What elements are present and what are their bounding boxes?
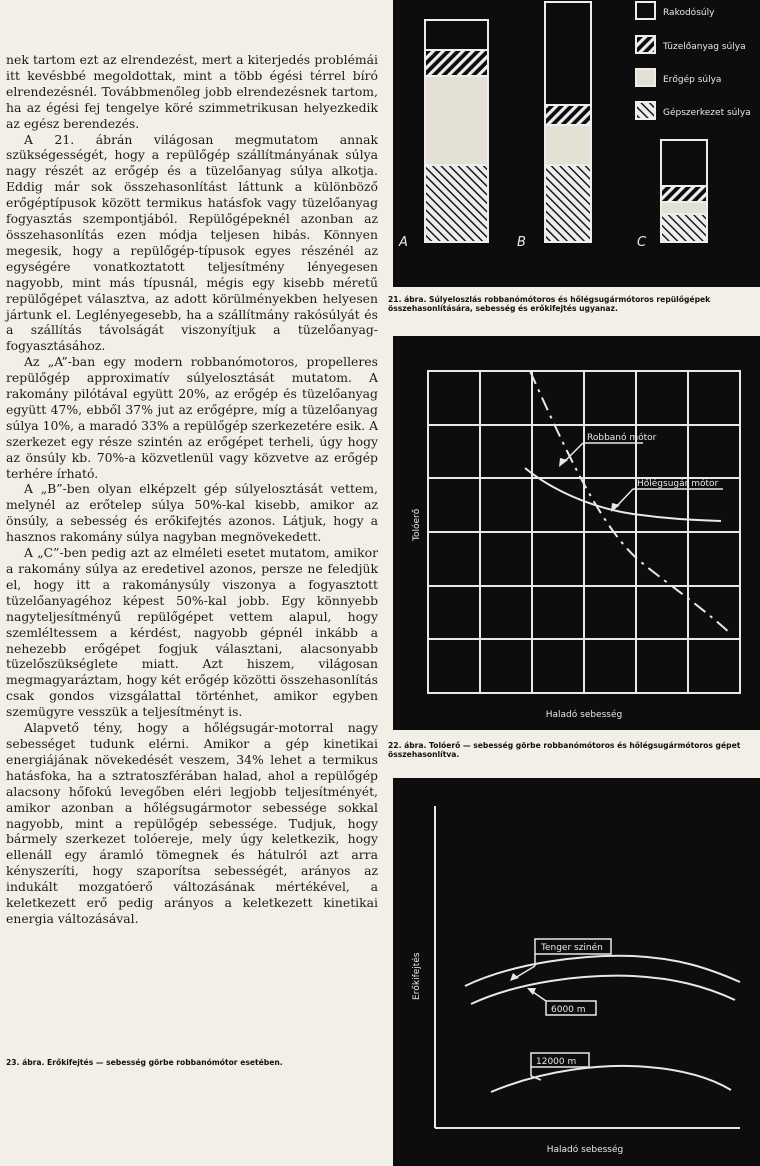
bar-B-engine (545, 125, 591, 165)
curve-label-sea: Tenger szinén (541, 943, 603, 953)
paragraph: Alapvető tény, hogy a hőlégsugár-motorral nagy sebességet tudunk elérni. Amikor a gép kinetikai energiájának növekedését veszem, 34% lehet a termikus hatásfoka, ha a sztratoszférában halad, ahol a repülőgép alacsony hőfokú levegőben eléri legjobb teljesítményét, amikor azonban a hőlégsugármotor sebessége sokkal nagyobb, mint a repülőgép sebessége. Tudjuk, hogy bármely szerkezet tolóereje, mely úgy keletkezik, hogy ellenáll egy áramló tömegnek és hátulról azt arra kényszeríti, hogy szaporítsa sebességét, arányos az indukált mozgatóerő változásának mértékével, a keletkezett erő pedig arányos a keletkezett kinetikai energia változásával. (6, 720, 378, 926)
article-body (6, 52, 378, 927)
paragraph: nek tartom ezt az elrendezést, mert a kiterjedés problémái itt kevésbbé megoldottak, mint a több égési térrel bíró elrendezésnél. Továbbmenőleg jobb elrendezésnek tartom, ha az égési fej tengelye köré szimmetrikusan helyezkedik az egész berendezés. (6, 52, 378, 131)
curve-label-piston: Robbanó mótor (587, 433, 657, 443)
fig22-chart (393, 336, 760, 730)
bar-A-structure (425, 165, 488, 242)
fig21-svg (393, 0, 760, 287)
curve-label-12000: 12000 m (536, 1057, 577, 1067)
legend-swatch-engine (636, 69, 655, 86)
fig23-caption: 23. ábra. Erőkifejtés — sebesség görbe robbanómótor esetében. (6, 1058, 283, 1067)
curve-label-6000: 6000 m (551, 1005, 586, 1015)
legend-swatch-structure (636, 102, 655, 119)
paragraph: A „C”-ben pedig azt az elméleti esetet mutatom, amikor a rakomány súlya az eredetivel azonos, persze ne feledjük el, hogy itt a rakománysúly viszonya a fogyasztott tüzelőanyagéhoz képest 50%-kal jobb. Egy könnyebb nagyteljesítményű repülőgépet vettem alapul, hogy szemléltessem a kérdést, nagyobb gépnél inkább a nehezebb erőgépet fogjuk választani, alacsonyabb tüzelőszükséglete miatt. Azt hiszem, világosan megmagyaráztam, hogy két erőgép közötti összehasonlítás csak gondos vizsgálattal történhet, amikor egyben szemügyre vesszük a teljesítményt is. (6, 545, 378, 720)
bar-C (661, 140, 707, 242)
fig23-panel (393, 778, 760, 1166)
legend-swatch-payload (636, 2, 655, 19)
bar-B-payload (545, 2, 591, 105)
bar-C-fuel (661, 186, 707, 202)
bar-B (545, 2, 591, 242)
bar-label-B: B (517, 235, 526, 250)
legend-label-structure: Gépszerkezet súlya (663, 108, 751, 118)
fig22-ylabel: Tolóerő (412, 508, 422, 541)
curve-label-jet: Hőlégsugár mótor (637, 479, 719, 489)
paragraph: Az „A”-ban egy modern robbanómotoros, propelleres repülőgép approximatív súlyelosztását mutatom. A rakomány pilótával együtt 20%, az erőgép és tüzelőanyag együtt 47%, ebből 37% jut az erőgépre, míg a tüzelőanyag súlya 10%, a maradó 33% a repülőgép szerkezetére esik. A szerkezet egy része szintén az erőgépet terheli, úgy hogy az önsúly kb. 70%-a közvetlenül vagy közvetve az erőgép terhére írható. (6, 354, 379, 481)
fig22-xlabel: Haladó sebesség (545, 710, 623, 720)
paragraph: A 21. ábrán világosan megmutatom annak szükségességét, hogy a repülőgép szállítmányának súlya nagy részét az erőgép és a tüzelőanyag súlya alkotja. Eddig már sok összehasonlítást láttunk a különböző erőgéptípusok között termikus hatásfok vagy tüzelőanyag fogyasztás szempontjából. Repülőgépeknél azonban az összehasonlítás ezen módja teljesen hibás. Könnyen megesik, hogy a repülőgép-típusok egyes részénél az egységére vonatkoztatott teljesítmény lényegesen nagyobb, mint más típusnál, mégis egy kisebb méretű repülőgépet választva, az adott körülményekben helyesen jártunk el. Leglényegesebb, ha a szállítmány rakósúlyát és a szállítás távolságát viszonyítjuk a tüzelőanyag-fogyasztásához. (6, 131, 378, 354)
legend-label-engine: Erőgép súlya (663, 75, 722, 85)
paragraph: A „B”-ben olyan elképzelt gép súlyelosztását vettem, melynél az erőtelep súlya 50%-kal kisebb, amikor az önsúly, a sebesség és erőkifejtés azonos. Látjuk, hogy a hasznos rakomány súlya nagyban megnövekedett. (6, 481, 378, 545)
curve-sea-level (465, 956, 740, 986)
bar-A-engine (425, 76, 488, 165)
fig22-panel (393, 336, 760, 730)
bar-label-C: C (637, 235, 647, 250)
curve-jet (525, 468, 721, 521)
legend-label-payload: Rakodósúly (663, 8, 715, 18)
bar-C-payload (661, 140, 707, 186)
bar-B-fuel (545, 105, 591, 125)
fig23-xlabel: Haladó sebesség (546, 1145, 624, 1155)
bar-label-A: A (399, 235, 408, 250)
bar-A-payload (425, 20, 488, 50)
fig22-caption: 22. ábra. Tolóerő — sebesség görbe robbanómótoros és hőlégsugármótoros gépet összehasonlítva. (388, 741, 741, 759)
curve-12000m (491, 1066, 731, 1092)
fig23-ylabel: Erőkifejtés (412, 952, 422, 1000)
fig21-legend (636, 2, 751, 119)
fig23-chart (393, 778, 760, 1166)
curve-piston (530, 371, 731, 634)
legend-swatch-fuel (636, 36, 655, 53)
fig21-caption: 21. ábra. Súlyeloszlás robbanómótoros és hőlégsugármótoros repülőgépek összehasonlítására, sebesség és erőkifejtés ugyanaz. (388, 295, 711, 313)
bar-C-engine (661, 202, 707, 214)
fig21-panel (393, 0, 760, 287)
fig22-grid (428, 371, 740, 693)
bar-A-fuel (425, 50, 488, 76)
legend-label-fuel: Tüzelőanyag súlya (663, 42, 746, 52)
bar-C-structure (661, 214, 707, 242)
bar-A (425, 20, 488, 242)
bar-B-structure (545, 165, 591, 242)
